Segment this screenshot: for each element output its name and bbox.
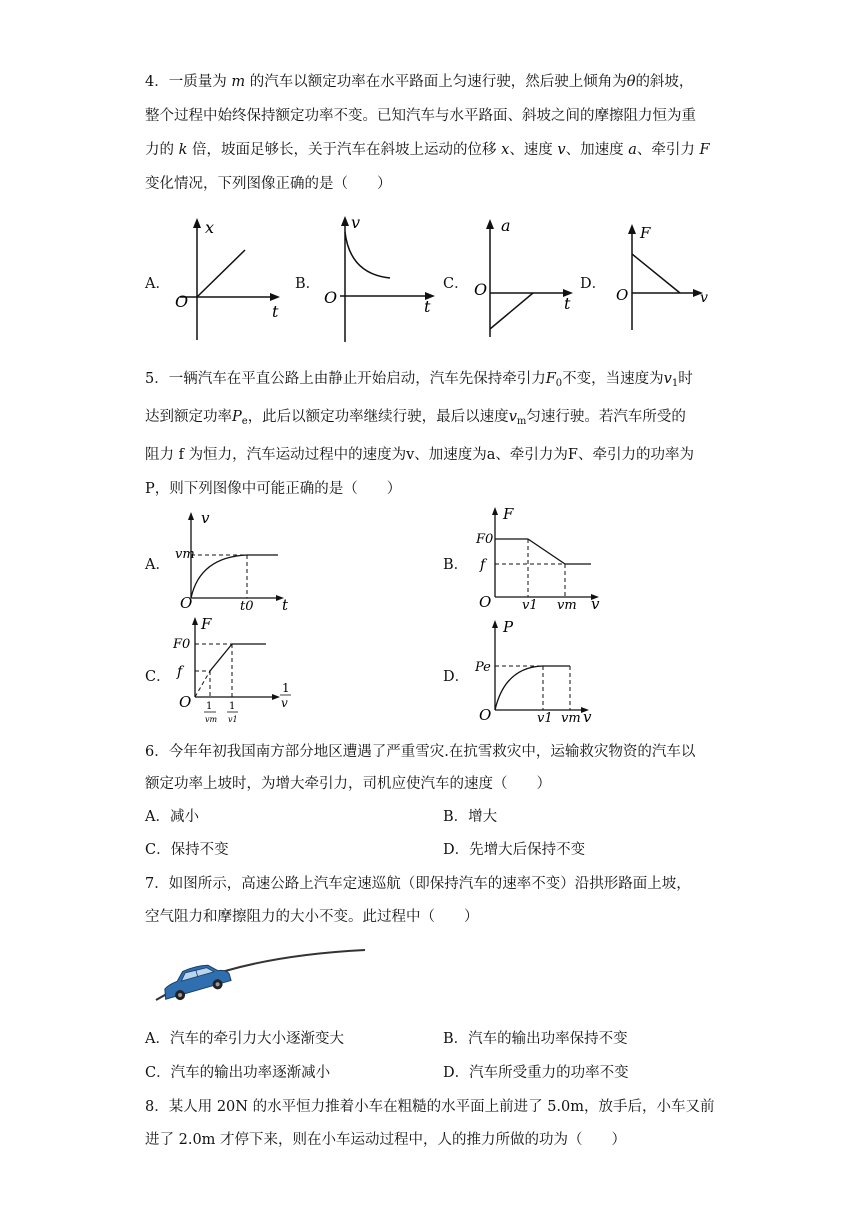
q7-option-a[interactable]: A．汽车的牵引力大小逐渐变大 (145, 1031, 344, 1047)
car-on-arched-road-figure (148, 945, 373, 1007)
q5-option-b-label[interactable]: B． (443, 557, 469, 573)
q4c-y-label: a (501, 216, 511, 235)
q4b-y-label: v (351, 213, 361, 232)
q5-line-3: 阻力 f 为恒力，汽车运动过程中的速度为v、加速度为a、牵引力为F、牵引力的功率为 (145, 447, 694, 463)
q7-line-2: 空气阻力和摩擦阻力的大小不变。此过程中（ ） (145, 909, 479, 925)
q4b-origin: O (324, 288, 338, 307)
q4-graph-c (468, 215, 583, 340)
q5d-y-label: P (503, 618, 514, 636)
q5c-x-label-bottom: v (281, 696, 288, 710)
q4-line-4: 变化情况，下列图像正确的是（ ） (145, 176, 392, 192)
q5-option-d-label[interactable]: D． (443, 669, 470, 685)
q5b-x-label: v (591, 595, 600, 613)
q5-line-1: 5．一辆汽车在平直公路上由静止开始启动，汽车先保持牵引力$F_0$不变，当速度为$v_1$时 (145, 371, 693, 389)
q4-line-3: 力的 k 倍，坡面足够长，关于汽车在斜坡上运动的位移 x、速度 v、加速度 a、牵引力 F (145, 142, 710, 158)
q5d-x-label: v (583, 708, 592, 726)
q4-line-2: 整个过程中始终保持额定功率不变。已知汽车与水平路面、斜坡之间的摩擦阻力恒为重 (145, 108, 696, 124)
q5c-xtick-1a: 1 (206, 701, 213, 712)
q7-option-b[interactable]: B．汽车的输出功率保持不变 (443, 1031, 628, 1047)
q5c-ytick-f0: F0 (173, 637, 191, 652)
q4a-origin: O (175, 292, 189, 311)
q5b-xtick-v1: v1 (522, 598, 538, 613)
q5b-origin: O (479, 593, 492, 611)
q7-option-d[interactable]: D．汽车所受重力的功率不变 (443, 1065, 629, 1081)
q5-line-2: 达到额定功率$P_e$，此后以额定功率继续行驶，最后以速度$v_m$匀速行驶。若汽车所受的 (145, 409, 686, 427)
q4a-x-label: t (272, 302, 279, 321)
q4d-origin: O (616, 286, 629, 304)
q5b-y-label: F (503, 505, 514, 523)
q4d-y-label: F (640, 224, 651, 242)
q5-graph-b (475, 505, 610, 615)
q4d-x-label: v (700, 290, 708, 306)
q5c-x-label-top: 1 (282, 681, 290, 695)
q4-line-1: 4．一质量为 m 的汽车以额定功率在水平路面上匀速行驶，然后驶上倾角为θ的斜坡， (145, 74, 694, 90)
car-icon (159, 959, 232, 1004)
q8-line-2: 进了 2.0m 才停下来，则在小车运动过程中，人的推力所做的功为（ ） (145, 1132, 627, 1148)
q5-graph-c (170, 615, 300, 725)
q4-option-b-label[interactable]: B． (295, 276, 321, 292)
q5c-xtick-v1: v1 (228, 715, 238, 724)
q4c-x-label: t (564, 294, 571, 313)
q5a-ytick: vm (175, 547, 195, 562)
q5-option-c-label[interactable]: C． (145, 669, 171, 685)
q7-option-c[interactable]: C．汽车的输出功率逐渐减小 (145, 1065, 331, 1081)
q5-graph-d (475, 618, 610, 728)
q5c-origin: O (179, 693, 192, 711)
q4-graph-a (170, 215, 285, 345)
q5b-ytick-f0: F0 (476, 532, 494, 547)
q4a-y-label: x (205, 218, 215, 237)
q5a-xtick: t0 (240, 599, 254, 614)
q4-option-a-label[interactable]: A． (145, 276, 170, 292)
q5a-y-label: v (201, 509, 210, 527)
q4b-x-label: t (424, 297, 431, 316)
q5c-ytick-f: f (177, 664, 183, 680)
q5-line-4: P，则下列图像中可能正确的是（ ） (145, 481, 402, 497)
q4-graph-d (608, 222, 718, 332)
q7-line-1: 7．如图所示，高速公路上汽车定速巡航（即保持汽车的速率不变）沿拱形路面上坡， (145, 876, 691, 892)
q5d-xtick-v1: v1 (537, 711, 553, 726)
q6-line-2: 额定功率上坡时，为增大牵引力，司机应使汽车的速度（ ） (145, 776, 551, 792)
q5d-xtick-vm: vm (561, 711, 581, 726)
q5a-x-label: t (282, 596, 289, 614)
q5d-origin: O (479, 706, 492, 724)
q5-option-a-label[interactable]: A． (145, 557, 170, 573)
q5a-origin: O (180, 594, 193, 612)
q5b-ytick-f: f (480, 557, 486, 573)
q4-option-c-label[interactable]: C． (443, 276, 469, 292)
q6-option-b[interactable]: B．增大 (443, 809, 498, 825)
q6-option-a[interactable]: A．减小 (145, 809, 199, 825)
q8-line-1: 8．某人用 20N 的水平恒力推着小车在粗糙的水平面上前进了 5.0m，放手后，小车又前 (145, 1099, 715, 1115)
q4-graph-b (320, 212, 440, 345)
q6-option-c[interactable]: C．保持不变 (145, 842, 229, 858)
q5b-xtick-vm: vm (557, 598, 577, 613)
q5c-xtick-vm: vm (205, 715, 218, 724)
q5c-y-label: F (201, 615, 212, 633)
q5c-xtick-1b: 1 (229, 701, 236, 712)
q4c-origin: O (474, 280, 488, 299)
q5-graph-a (170, 510, 300, 615)
q6-line-1: 6．今年年初我国南方部分地区遭遇了严重雪灾.在抗雪救灾中，运输救灾物资的汽车以 (145, 744, 696, 760)
q6-option-d[interactable]: D．先增大后保持不变 (443, 842, 586, 858)
q4-option-d-label[interactable]: D． (580, 276, 607, 292)
q5d-ytick-pe: Pe (475, 660, 491, 675)
